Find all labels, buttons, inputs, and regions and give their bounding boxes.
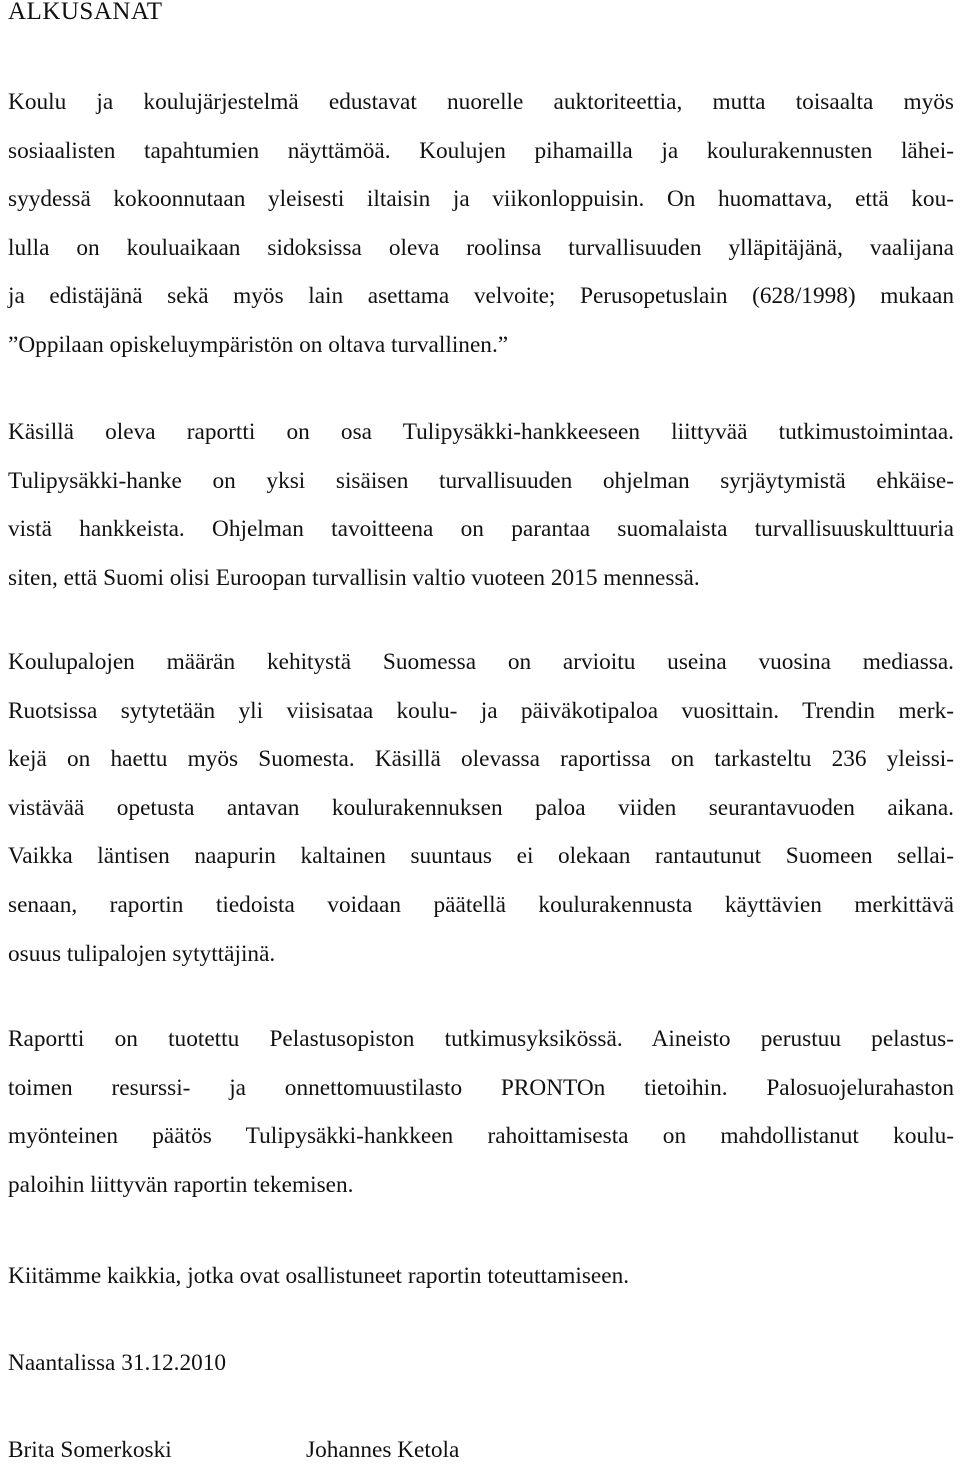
page-title: ALKUSANAT (8, 0, 163, 25)
paragraph-school-fires (8, 638, 954, 978)
paragraph-production (8, 1015, 954, 1209)
place-and-date: Naantalissa 31.12.2010 (8, 1350, 227, 1376)
paragraph-line: myönteinen päätös Tulipysäkki-hankkeen rahoittamisesta on mahdollistanut koulu- (8, 1123, 954, 1150)
paragraph-line: lulla on kouluaikaan sidoksissa oleva roolinsa turvallisuuden ylläpitäjänä, vaalijana (8, 234, 954, 261)
paragraph-line: senaan, raportin tiedoista voidaan päätellä koulurakennusta käyttävien merkittävä (8, 891, 954, 918)
paragraph-thanks (8, 1252, 954, 1301)
paragraph-line: sosiaalisten tapahtumien näyttämöä. Koulujen pihamailla ja koulurakennusten lähei- (8, 137, 954, 164)
paragraph-line: Käsillä oleva raportti on osa Tulipysäkki-hankkeeseen liittyvää tutkimustoimintaa. (8, 419, 954, 445)
paragraph-line: siten, että Suomi olisi Euroopan turvallisin valtio vuoteen 2015 mennessä. (8, 564, 700, 591)
paragraph-line: osuus tulipalojen sytyttäjinä. (8, 940, 276, 967)
paragraph-line: syydessä kokoonnutaan yleisesti iltaisin ja viikonloppuisin. On huomattava, että kou- (8, 186, 954, 213)
paragraph-line: toimen resurssi- ja onnettomuustilasto PRONTOn tietoihin. Palosuojelurahaston (8, 1074, 954, 1101)
paragraph-line: Koulu ja koulujärjestelmä edustavat nuorelle auktoriteettia, mutta toisaalta myös (8, 89, 954, 115)
paragraph-line: Ruotsissa sytytetään yli viisisataa koulu- ja päiväkotipaloa vuosittain. Trendin merk- (8, 697, 954, 724)
paragraph-intro (8, 78, 954, 370)
paragraph-line: Raportti on tuotettu Pelastusopiston tutkimusyksikössä. Aineisto perustuu pelastus- (8, 1026, 954, 1052)
paragraph-line: ”Oppilaan opiskeluympäristön on oltava turvallinen.” (8, 331, 509, 358)
paragraph-line: Tulipysäkki-hanke on yksi sisäisen turvallisuuden ohjelman syrjäytymistä ehkäise- (8, 467, 954, 494)
paragraph-line: Koulupalojen määrän kehitystä Suomessa on arvioitu useina vuosina mediassa. (8, 649, 954, 675)
paragraph-line: Kiitämme kaikkia, jotka ovat osallistuneet raportin toteuttamiseen. (8, 1263, 630, 1289)
paragraph-line: Vaikka läntisen naapurin kaltainen suuntaus ei olekaan rantautunut Suomeen sellai- (8, 843, 954, 870)
paragraph-project (8, 408, 954, 602)
paragraph-line: paloihin liittyvän raportin tekemisen. (8, 1171, 354, 1198)
signature-author-1: Brita Somerkoski (8, 1437, 172, 1463)
paragraph-line: kejä on haettu myös Suomesta. Käsillä olevassa raportissa on tarkasteltu 236 yleissi- (8, 746, 954, 773)
signature-author-2: Johannes Ketola (306, 1437, 460, 1463)
paragraph-line: ja edistäjänä sekä myös lain asettama velvoite; Perusopetuslain (628/1998) mukaan (8, 283, 954, 310)
paragraph-line: vistävää opetusta antavan koulurakennuksen paloa viiden seurantavuoden aikana. (8, 794, 954, 821)
paragraph-line: vistä hankkeista. Ohjelman tavoitteena on parantaa suomalaista turvallisuuskulttuuria (8, 516, 954, 543)
